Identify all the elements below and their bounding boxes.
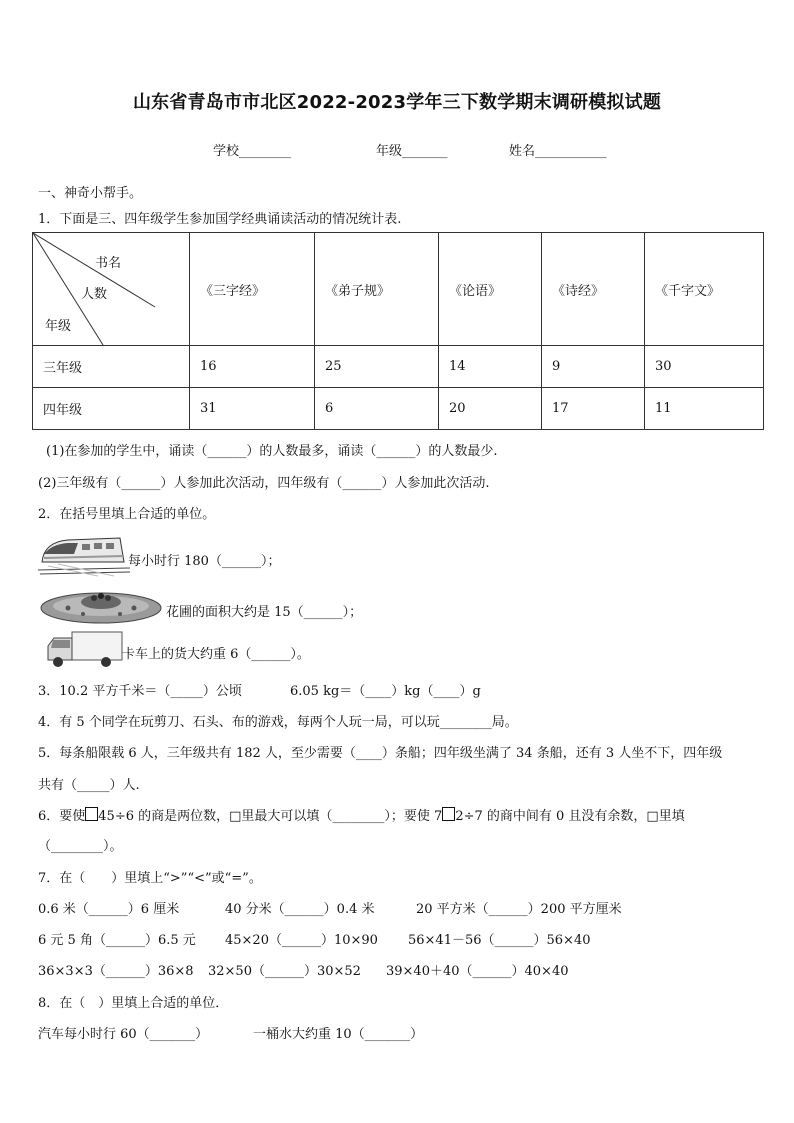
table-cell: 6: [315, 388, 439, 430]
question-1-stem: 1．下面是三、四年级学生参加国学经典诵读活动的情况统计表.: [38, 212, 402, 227]
blank-box: [442, 807, 455, 821]
table-header: 《三字经》: [190, 233, 315, 346]
question-6-text-a: 6．要使: [38, 809, 86, 824]
compare-item: 6 元 5 角（______）6.5 元: [38, 933, 196, 948]
stats-table: [32, 232, 764, 430]
question-5-line2: 共有（_____）人.: [38, 778, 140, 793]
question-2-stem: 2．在括号里填上合适的单位。: [38, 507, 216, 522]
table-header: 《诗经》: [542, 233, 645, 346]
diagonal-header-cell: [33, 233, 190, 346]
question-5-line1: 5．每条船限载 6 人，三年级共有 182 人，至少需要（____）条船；四年级坐满了 34 条船，还有 3 人坐不下，四年级: [38, 746, 723, 761]
question-6-line1: [38, 805, 685, 824]
table-header-row: [33, 233, 764, 346]
question-4: 4．有 5 个同学在玩剪刀、石头、布的游戏，每两个人玩一局，可以玩________局。: [38, 715, 518, 730]
compare-item: 40 分米（______）0.4 米: [225, 902, 375, 917]
question-2-c: 卡车上的货大约重 6（______）。: [122, 647, 310, 662]
question-2-b: 花圃的面积大约是 15（______）；: [166, 605, 363, 620]
table-cell: 31: [190, 388, 315, 430]
name-label: 姓名: [509, 144, 536, 159]
train-icon: [38, 532, 130, 578]
blank-box: [85, 807, 98, 821]
truck-icon: [44, 630, 124, 670]
question-6-text-b: 45÷6 的商是两位数，□里最大可以填（________）；要使 7: [98, 809, 443, 824]
question-6-line2: （________）。: [38, 839, 123, 854]
compare-item: 36×3×3（______）36×8: [38, 964, 194, 979]
table-row: [33, 346, 764, 388]
name-field[interactable]: [509, 140, 607, 159]
question-2-a: 每小时行 180（______）；: [128, 554, 281, 569]
compare-item: 56×41－56（______）56×40: [408, 933, 591, 948]
question-8-stem: 8．在（ ）里填上合适的单位．: [38, 996, 229, 1011]
compare-item: 20 平方米（______）200 平方厘米: [416, 902, 622, 917]
table-cell: 25: [315, 346, 439, 388]
school-label: 学校: [213, 144, 240, 159]
question-8-b: 一桶水大约重 10（_______）: [253, 1027, 424, 1042]
grade-label: 年级: [376, 144, 403, 159]
table-cell: 14: [439, 346, 542, 388]
compare-item: 39×40＋40（______）40×40: [386, 964, 569, 979]
compare-item: 0.6 米（______）6 厘米: [38, 902, 180, 917]
question-3-part1: 3．10.2 平方千米＝（_____）公顷: [38, 684, 242, 699]
table-cell: 17: [542, 388, 645, 430]
name-blank: ___________: [535, 144, 607, 159]
table-cell: 30: [645, 346, 764, 388]
section-heading: 一、神奇小帮手。: [38, 186, 143, 201]
compare-item: 45×20（______）10×90: [225, 933, 378, 948]
school-field[interactable]: [213, 140, 291, 159]
table-cell: 16: [190, 346, 315, 388]
table-row: [33, 388, 764, 430]
compare-item: 32×50（______）30×52: [208, 964, 361, 979]
table-cell: 11: [645, 388, 764, 430]
question-6-text-c: 2÷7 的商中间有 0 且没有余数，□里填: [455, 809, 685, 824]
table-header: 《千字文》: [645, 233, 764, 346]
school-blank: ________: [239, 144, 292, 159]
flowerbed-icon: [38, 586, 164, 626]
table-cell: 9: [542, 346, 645, 388]
grade-field[interactable]: [376, 140, 448, 159]
table-header: 《弟子规》: [315, 233, 439, 346]
diag-label-grade: 年级: [45, 319, 72, 334]
table-cell: 20: [439, 388, 542, 430]
row-label: 三年级: [33, 346, 190, 388]
question-1-sub1: (1)在参加的学生中，诵读（______）的人数最多，诵读（______）的人数最少.: [46, 444, 498, 459]
diag-label-people: 人数: [81, 287, 108, 302]
question-1-sub2: (2)三年级有（______）人参加此次活动，四年级有（______）人参加此次活动.: [38, 476, 490, 491]
row-label: 四年级: [33, 388, 190, 430]
grade-blank: _______: [402, 144, 448, 159]
question-8-a: 汽车每小时行 60（_______）: [38, 1027, 209, 1042]
question-7-stem: 7．在（ ）里填上“>”“<”或“=”。: [38, 871, 262, 886]
question-3-part2: 6.05 kg＝（____）kg（____）g: [290, 684, 481, 699]
page-title: 山东省青岛市市北区2022-2023学年三下数学期末调研模拟试题: [132, 92, 662, 113]
table-header: 《论语》: [439, 233, 542, 346]
diag-label-book: 书名: [95, 256, 122, 271]
